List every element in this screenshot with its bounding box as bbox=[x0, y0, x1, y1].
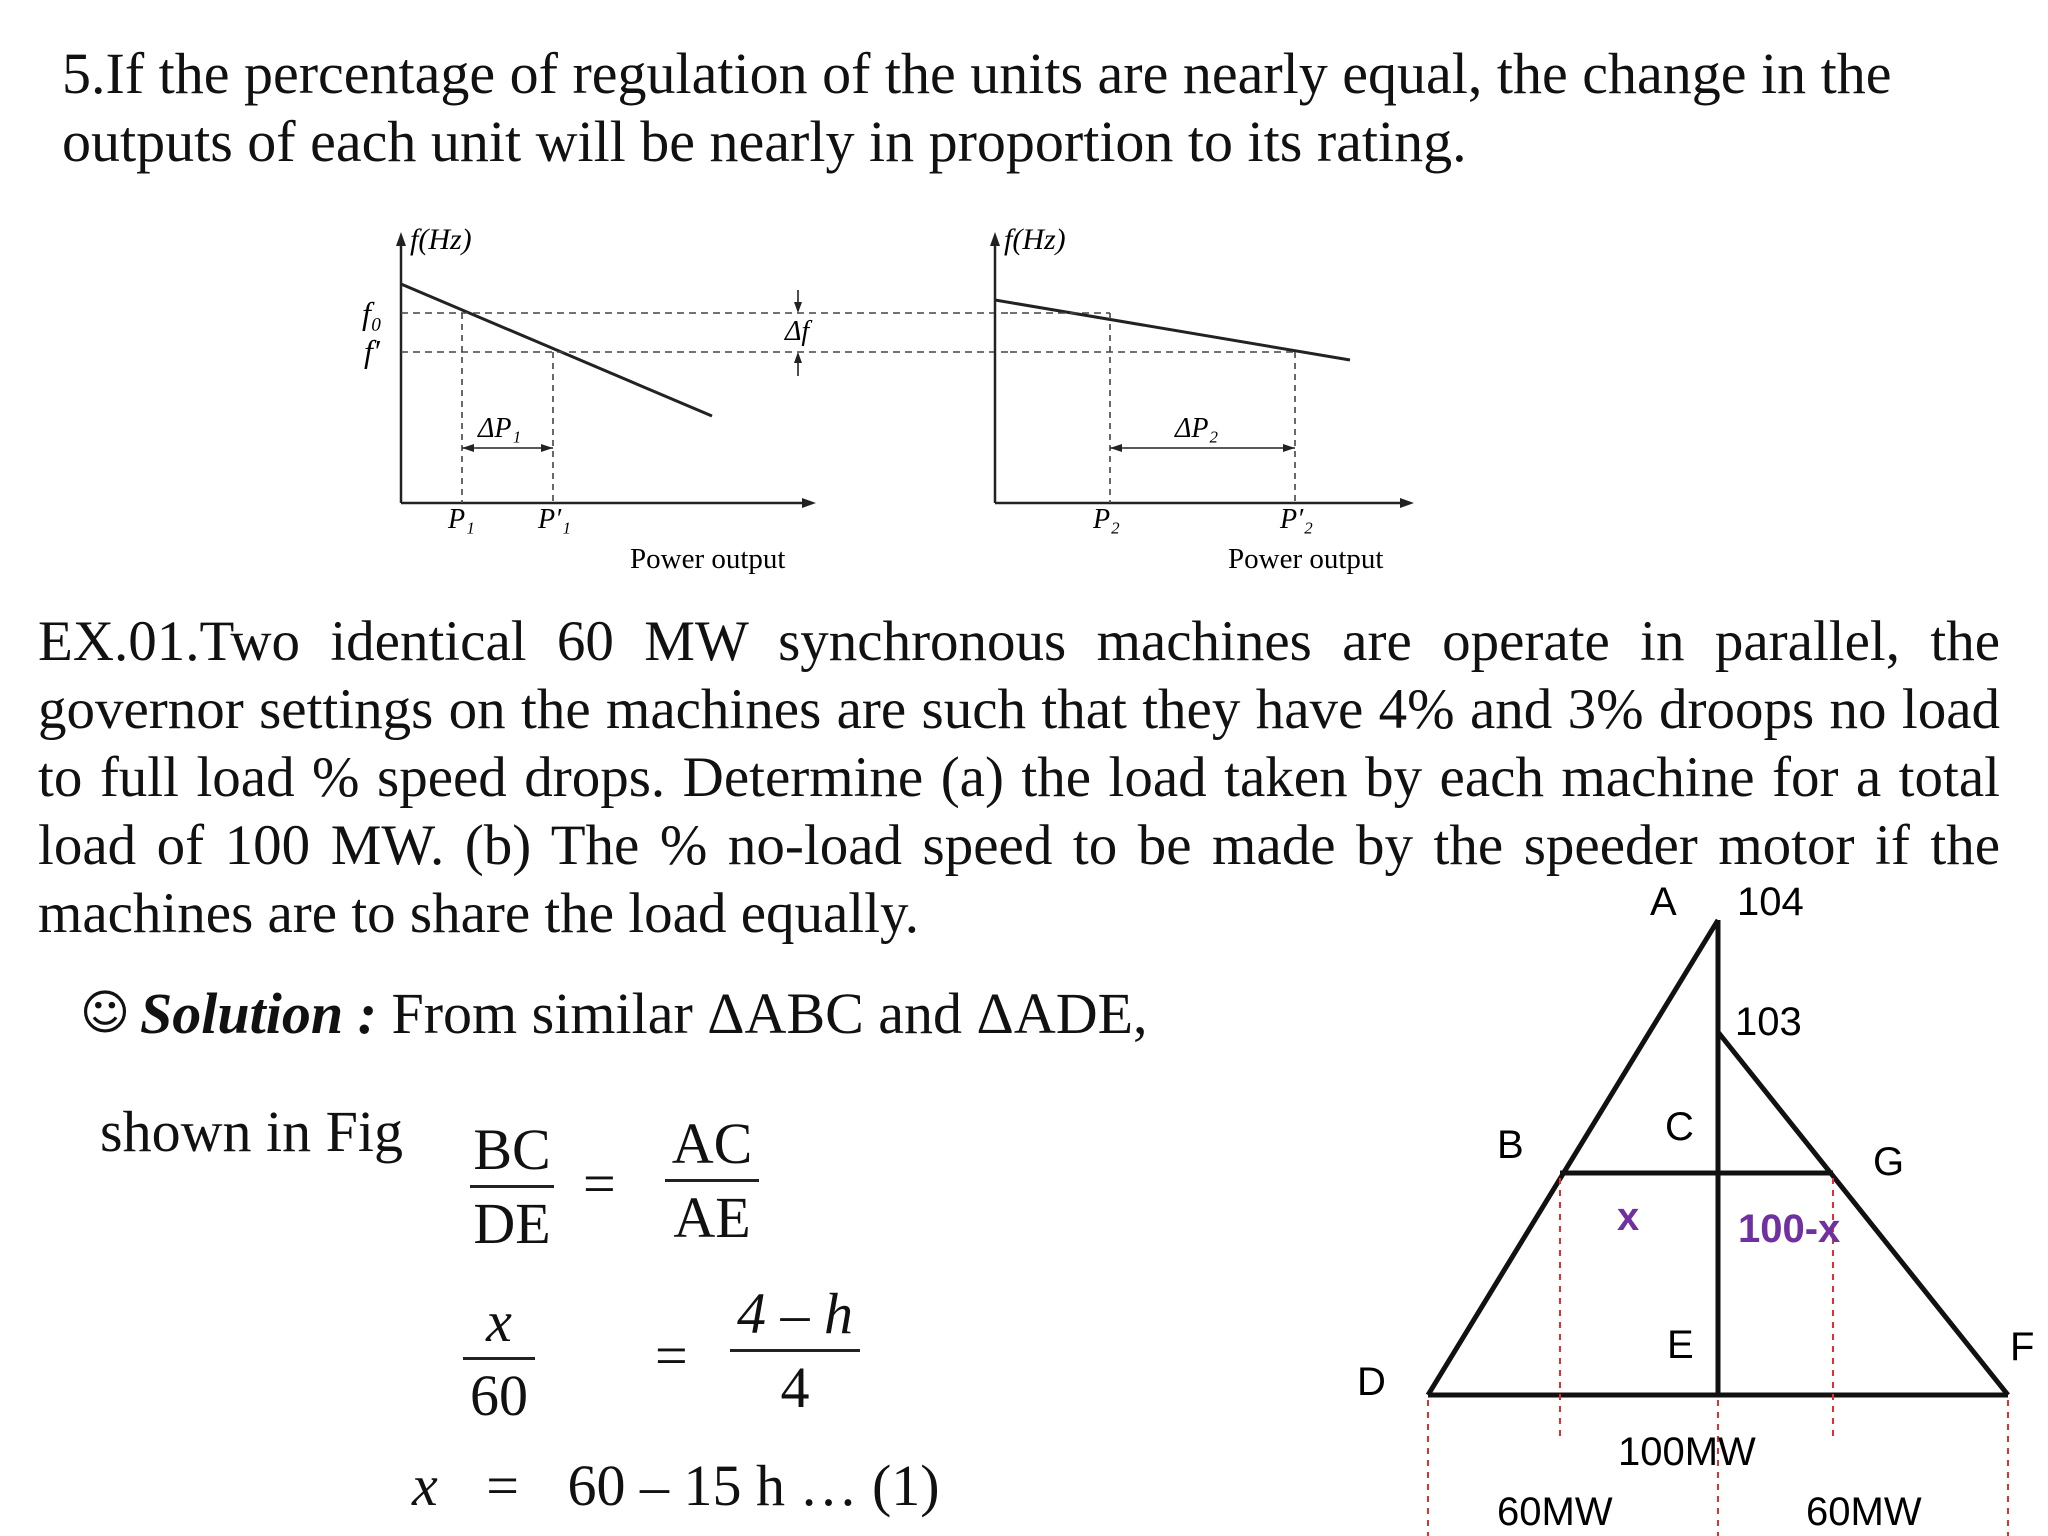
denominator-de: DE bbox=[473, 1191, 551, 1256]
delta-p1-arrow-head-right bbox=[541, 444, 553, 452]
numerator-4-minus-h: 4 – h bbox=[737, 1281, 853, 1346]
p1-label: P₁ bbox=[448, 504, 475, 535]
label-C: C bbox=[1665, 1105, 1694, 1149]
denominator-60: 60 bbox=[470, 1363, 528, 1428]
label-104: 104 bbox=[1737, 880, 1804, 924]
right-graph bbox=[990, 223, 1414, 575]
denominator-4: 4 bbox=[780, 1355, 810, 1420]
label-60mw-right: 60MW bbox=[1806, 1490, 1922, 1534]
smiley-icon: ☺ bbox=[80, 985, 131, 1041]
solution-text: From similar ΔABC and ΔADE, bbox=[391, 981, 1148, 1046]
label-D: D bbox=[1357, 1360, 1386, 1404]
left-x-arrow bbox=[802, 498, 816, 508]
label-60mw-left: 60MW bbox=[1497, 1490, 1613, 1534]
label-A: A bbox=[1650, 880, 1677, 924]
equals-sign: = bbox=[583, 1151, 616, 1216]
f0-label: f₀ bbox=[362, 295, 383, 331]
label-G: G bbox=[1873, 1140, 1905, 1184]
droop-graphs bbox=[340, 218, 1440, 588]
eq1-equals: = bbox=[486, 1453, 519, 1518]
left-y-label: f(Hz) bbox=[410, 223, 472, 256]
fraction-x-60 bbox=[463, 1288, 535, 1429]
denominator-ae: AE bbox=[673, 1185, 751, 1250]
section-heading: 5.If the percentage of regulation of the units are nearly equal, the change in the outputs of each unit will be nearly in proportion to its rating. bbox=[62, 41, 1892, 174]
numerator-x: x bbox=[486, 1289, 512, 1354]
fraction-bar bbox=[463, 1357, 535, 1360]
fraction-ac-ae bbox=[665, 1110, 759, 1251]
right-x-label: Power output bbox=[1228, 543, 1384, 575]
label-x: x bbox=[1617, 1195, 1640, 1239]
delta-p1-label: ΔP₁ bbox=[478, 413, 522, 444]
solution-label: Solution : bbox=[140, 981, 377, 1046]
fraction-bc-de bbox=[470, 1116, 554, 1257]
f-prime-label: f′ bbox=[364, 333, 380, 369]
solution-line bbox=[80, 980, 1148, 1047]
delta-p2-arrow-head-right bbox=[1283, 444, 1295, 452]
p2-prime-label: P′₂ bbox=[1280, 504, 1313, 535]
fraction-bar bbox=[665, 1179, 759, 1182]
fraction-4mh-4 bbox=[730, 1280, 860, 1421]
label-100-minus-x: 100-x bbox=[1738, 1207, 1841, 1251]
delta-f-label: Δf bbox=[785, 316, 810, 347]
left-graph bbox=[362, 223, 1010, 575]
eq1-rhs: 60 – 15 h … (1) bbox=[567, 1453, 940, 1518]
left-droop-line bbox=[401, 284, 712, 416]
right-y-label: f(Hz) bbox=[1004, 223, 1066, 256]
shown-in-fig: shown in Fig bbox=[100, 1099, 403, 1164]
delta-f-arrow-head-top bbox=[794, 302, 802, 313]
delta-f-arrow-head-bottom bbox=[794, 352, 802, 363]
delta-p2-label: ΔP₂ bbox=[1175, 413, 1219, 444]
eq1-lhs: x bbox=[412, 1453, 438, 1518]
delta-p2-arrow-head-left bbox=[1110, 444, 1122, 452]
label-100mw: 100MW bbox=[1618, 1430, 1756, 1474]
triangle-diagram bbox=[1340, 880, 2040, 1536]
left-x-label: Power output bbox=[630, 543, 786, 575]
p2-label: P₂ bbox=[1093, 504, 1120, 535]
right-x-arrow bbox=[1400, 498, 1414, 508]
right-y-arrow bbox=[990, 232, 1000, 246]
example-problem: EX.01.Two identical 60 MW synchronous machines are operate in parallel, the governor settings on the machines are such that they have 4% and 3% droops no load to full load % speed drops. Determine (a) the load taken by each machine for a total load of 100 MW. (b) The % no-load speed to be made by the speeder motor if the machines are to share the load equally. bbox=[38, 610, 2000, 945]
label-E: E bbox=[1667, 1323, 1694, 1367]
label-B: B bbox=[1497, 1123, 1524, 1167]
label-F: F bbox=[2010, 1325, 2035, 1369]
numerator-bc: BC bbox=[473, 1117, 551, 1182]
label-103: 103 bbox=[1735, 1000, 1802, 1044]
right-droop-line bbox=[995, 300, 1350, 360]
fraction-bar bbox=[470, 1185, 554, 1188]
p1-prime-label: P′₁ bbox=[538, 504, 571, 535]
numerator-ac: AC bbox=[671, 1111, 753, 1176]
left-y-arrow bbox=[396, 232, 406, 246]
fraction-bar bbox=[730, 1349, 860, 1352]
delta-p1-arrow-head-left bbox=[462, 444, 474, 452]
equation-1 bbox=[412, 1452, 940, 1519]
equals-sign: = bbox=[655, 1323, 688, 1388]
